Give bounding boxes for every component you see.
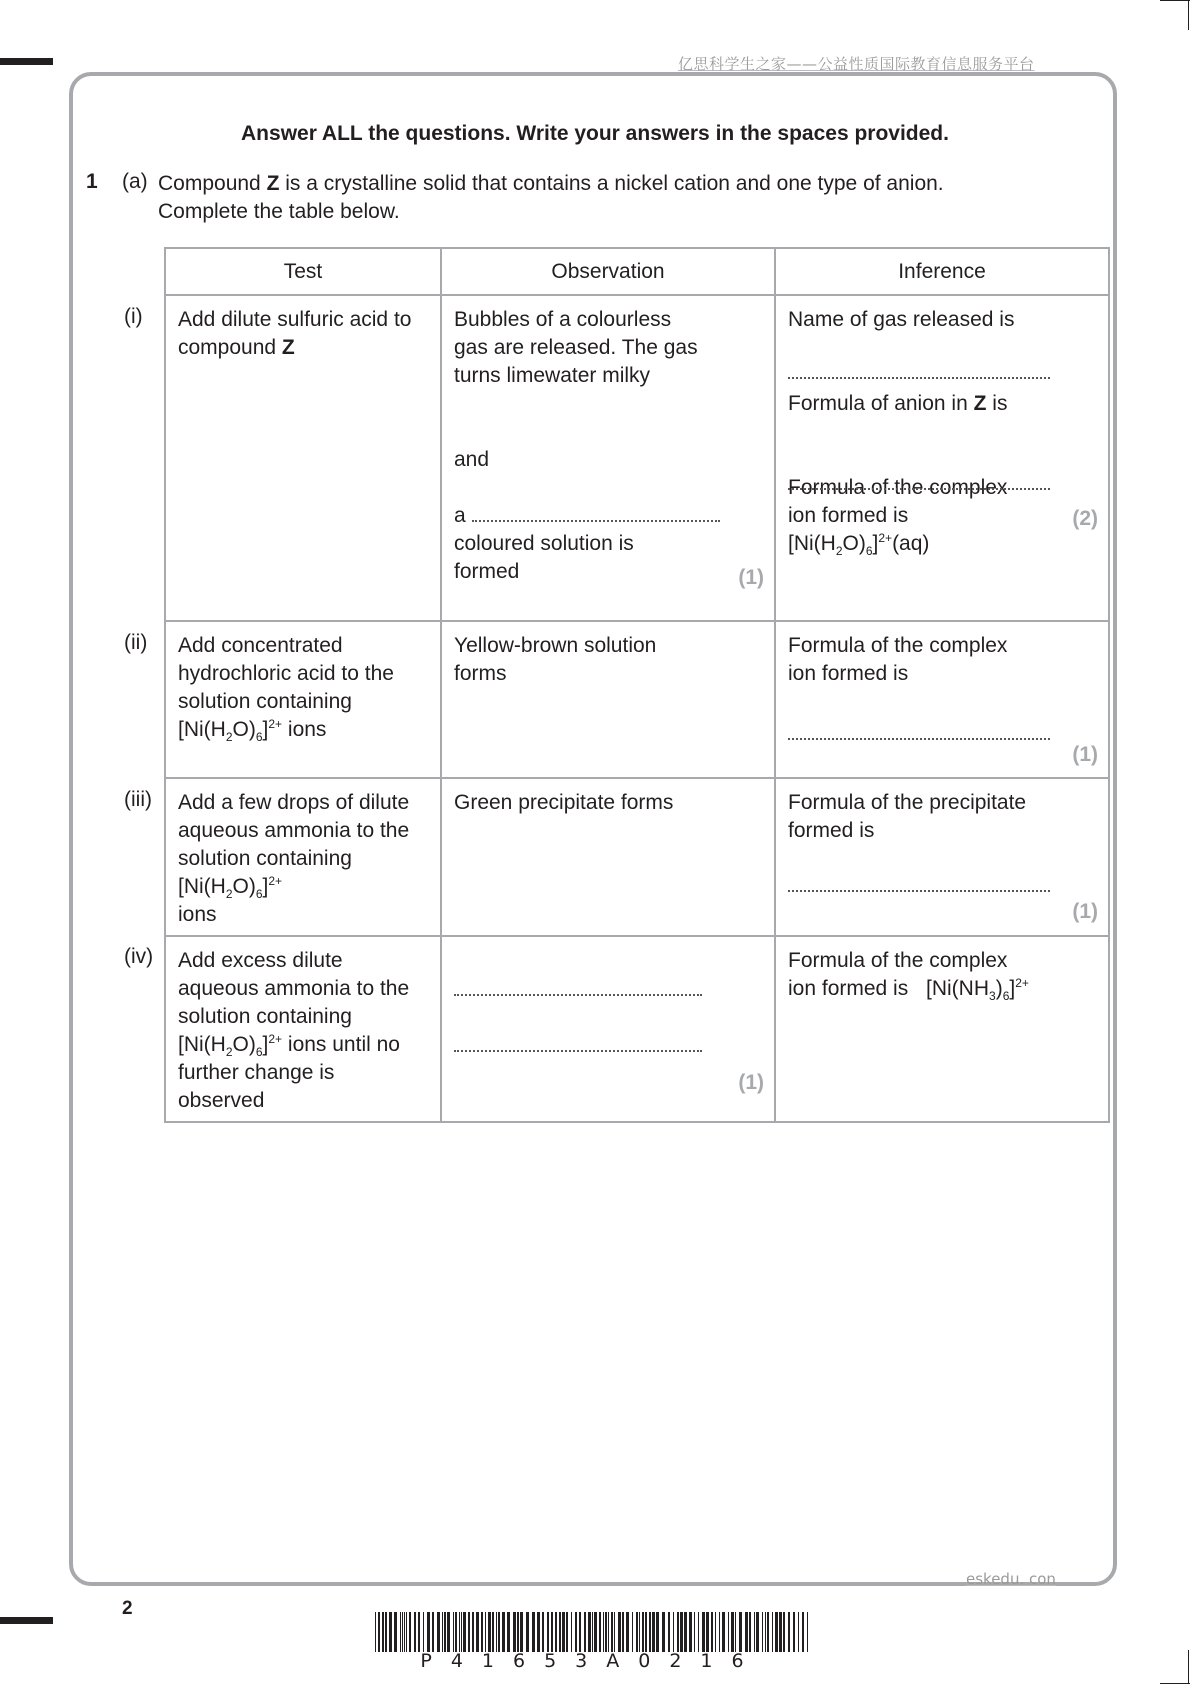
instruction-heading: Answer ALL the questions. Write your answers in the spaces provided. bbox=[241, 122, 949, 145]
barcode-bar bbox=[571, 1612, 572, 1652]
row-label-i: (i) bbox=[124, 305, 143, 328]
table-row bbox=[165, 295, 1109, 621]
barcode-bar bbox=[698, 1612, 699, 1652]
crop-mark bbox=[1160, 0, 1190, 1]
barcode-bar bbox=[461, 1612, 462, 1652]
inference-complex-label: Formula of the complex ion formed is bbox=[788, 476, 1008, 527]
barcode-bar bbox=[719, 1612, 720, 1652]
barcode-bar bbox=[694, 1612, 695, 1652]
test-text: Add dilute sulfuric acid to compound bbox=[178, 308, 412, 359]
barcode-bar bbox=[608, 1612, 609, 1652]
barcode bbox=[375, 1612, 808, 1652]
barcode-bar bbox=[394, 1612, 397, 1652]
barcode-bar bbox=[551, 1612, 553, 1652]
barcode-bar bbox=[594, 1612, 597, 1652]
barcode-bar bbox=[432, 1612, 434, 1652]
barcode-bar bbox=[673, 1612, 674, 1652]
test-formula: $[Ni(H_2O)_6]^{2+}$ ions bbox=[178, 874, 283, 926]
barcode-bar bbox=[592, 1612, 593, 1652]
inference-cell bbox=[775, 621, 1109, 778]
barcode-bar bbox=[547, 1612, 549, 1652]
barcode-bar bbox=[632, 1612, 633, 1652]
complex-formula: $[Ni(H_2O)_6]^{2+}(aq)$ bbox=[788, 531, 930, 558]
barcode-bar bbox=[605, 1612, 607, 1652]
crop-mark bbox=[1188, 0, 1189, 30]
barcode-bar bbox=[584, 1612, 586, 1652]
barcode-bar bbox=[562, 1612, 565, 1652]
barcode-bar bbox=[406, 1612, 407, 1652]
barcode-bar bbox=[423, 1612, 424, 1652]
barcode-bar bbox=[702, 1612, 705, 1652]
answer-blank[interactable] bbox=[788, 488, 1050, 490]
barcode-bar bbox=[807, 1612, 808, 1652]
observation-text: Bubbles of a colourless gas are released. The gas turns limewater milky bbox=[454, 308, 698, 387]
row-label-iii: (iii) bbox=[124, 788, 152, 811]
inference-text: Formula of the complex ion formed is bbox=[788, 634, 1008, 685]
barcode-bar bbox=[611, 1612, 613, 1652]
inference-cell bbox=[775, 778, 1109, 936]
answer-blank[interactable] bbox=[454, 994, 702, 996]
mark-allocation: (1) bbox=[738, 1071, 764, 1094]
barcode-bar bbox=[588, 1612, 591, 1652]
test-cell bbox=[165, 778, 441, 936]
inference-cell bbox=[775, 295, 1109, 621]
results-table bbox=[164, 247, 1110, 1123]
barcode-bar bbox=[442, 1612, 443, 1652]
mark-allocation: (1) bbox=[738, 566, 764, 589]
barcode-bar bbox=[555, 1612, 557, 1652]
barcode-bar bbox=[513, 1612, 516, 1652]
inference-gas-label: Name of gas released is bbox=[788, 308, 1015, 331]
observation-cell bbox=[441, 295, 775, 621]
crop-mark bbox=[0, 58, 53, 65]
barcode-bar bbox=[765, 1612, 766, 1652]
barcode-bar bbox=[618, 1612, 621, 1652]
barcode-bar bbox=[389, 1612, 392, 1652]
compound-label: Z bbox=[281, 336, 295, 359]
observation-text-after: coloured solution is formed bbox=[454, 532, 634, 583]
barcode-bar bbox=[532, 1612, 535, 1652]
table-row bbox=[165, 778, 1109, 936]
observation-a-prefix: a bbox=[454, 504, 466, 527]
anion-label-text: Formula of anion in bbox=[788, 392, 974, 415]
barcode-bar bbox=[668, 1612, 670, 1652]
barcode-bar bbox=[485, 1612, 486, 1652]
barcode-bar bbox=[542, 1612, 544, 1652]
barcode-bar bbox=[402, 1612, 403, 1652]
barcode-bar bbox=[798, 1612, 799, 1652]
answer-blank[interactable] bbox=[788, 738, 1050, 740]
barcode-bar bbox=[756, 1612, 759, 1652]
barcode-bar bbox=[715, 1612, 716, 1652]
table-row bbox=[165, 936, 1109, 1122]
barcode-bar bbox=[599, 1612, 601, 1652]
barcode-bar bbox=[492, 1612, 494, 1652]
barcode-bar bbox=[502, 1612, 505, 1652]
test-formula: $[Ni(H_2O)_6]^{2+}$ ions until no further change is observed bbox=[178, 1032, 400, 1112]
header-inference: Inference bbox=[775, 248, 1109, 295]
barcode-bar bbox=[645, 1612, 647, 1652]
barcode-bar bbox=[622, 1612, 624, 1652]
barcode-bar bbox=[767, 1612, 769, 1652]
header-observation: Observation bbox=[441, 248, 775, 295]
barcode-bar bbox=[537, 1612, 540, 1652]
test-text: Add a few drops of dilute aqueous ammonia to the solution containing bbox=[178, 791, 410, 870]
barcode-bar bbox=[639, 1612, 640, 1652]
test-cell bbox=[165, 936, 441, 1122]
barcode-bar bbox=[447, 1612, 450, 1652]
barcode-bar bbox=[382, 1612, 384, 1652]
barcode-bar bbox=[385, 1612, 387, 1652]
barcode-bar bbox=[689, 1612, 692, 1652]
watermark-top: 亿思科学生之家——公益性质国际教育信息服务平台 bbox=[678, 55, 1035, 73]
barcode-bar bbox=[559, 1612, 561, 1652]
answer-blank[interactable] bbox=[788, 890, 1050, 892]
test-formula: $[Ni(H_2O)_6]^{2+}$ ions bbox=[178, 717, 327, 744]
barcode-bar bbox=[722, 1612, 725, 1652]
barcode-bar bbox=[414, 1612, 416, 1652]
table-row bbox=[165, 621, 1109, 778]
barcode-bar bbox=[711, 1612, 713, 1652]
barcode-text: P41653A0216 bbox=[420, 1650, 763, 1672]
crop-mark bbox=[0, 1617, 53, 1624]
barcode-bar bbox=[603, 1612, 604, 1652]
barcode-bar bbox=[409, 1612, 411, 1652]
observation-cell bbox=[441, 621, 775, 778]
question-text-end: is a crystalline solid that contains a nickel cation and one type of anion. Complete the table below. bbox=[158, 172, 944, 223]
barcode-bar bbox=[507, 1612, 510, 1652]
test-text: Add concentrated hydrochloric acid to the solution containing bbox=[178, 634, 394, 713]
barcode-bar bbox=[427, 1612, 430, 1652]
barcode-bar bbox=[375, 1612, 376, 1652]
barcode-bar bbox=[642, 1612, 644, 1652]
barcode-bar bbox=[566, 1612, 568, 1652]
barcode-bar bbox=[754, 1612, 755, 1652]
observation-cell bbox=[441, 778, 775, 936]
question-part: (a) bbox=[122, 170, 148, 193]
barcode-bar bbox=[772, 1612, 773, 1652]
mark-allocation: (1) bbox=[1072, 900, 1098, 923]
barcode-bar bbox=[520, 1612, 523, 1652]
anion-label-text-end: is bbox=[986, 392, 1008, 415]
mark-allocation: (1) bbox=[1072, 743, 1098, 766]
barcode-bar bbox=[463, 1612, 466, 1652]
barcode-bar bbox=[783, 1612, 785, 1652]
test-cell bbox=[165, 295, 441, 621]
barcode-bar bbox=[481, 1612, 483, 1652]
barcode-bar bbox=[779, 1612, 782, 1652]
inference-anion-label bbox=[788, 390, 1096, 418]
barcode-bar bbox=[652, 1612, 655, 1652]
inference-text: Formula of the precipitate formed is bbox=[788, 791, 1027, 842]
crop-mark bbox=[1188, 1650, 1189, 1684]
barcode-bar bbox=[684, 1612, 687, 1652]
barcode-bar bbox=[404, 1612, 405, 1652]
observation-cell bbox=[441, 936, 775, 1122]
barcode-bar bbox=[739, 1612, 742, 1652]
barcode-bar bbox=[400, 1612, 401, 1652]
observation-text: Yellow-brown solution forms bbox=[454, 634, 657, 685]
answer-blank[interactable] bbox=[472, 519, 720, 522]
barcode-bar bbox=[662, 1612, 665, 1652]
barcode-bar bbox=[575, 1612, 577, 1652]
barcode-bar bbox=[649, 1612, 651, 1652]
barcode-bar bbox=[677, 1612, 679, 1652]
barcode-bar bbox=[488, 1612, 491, 1652]
test-text: Add excess dilute aqueous ammonia to the solution containing bbox=[178, 949, 410, 1028]
question-text-start: Compound bbox=[158, 172, 267, 195]
inference-text: Formula of the complex ion formed is bbox=[788, 949, 1008, 1000]
barcode-bar bbox=[728, 1612, 729, 1652]
barcode-bar bbox=[459, 1612, 460, 1652]
barcode-bar bbox=[656, 1612, 659, 1652]
compound-label: Z bbox=[973, 392, 987, 415]
barcode-bar bbox=[749, 1612, 751, 1652]
barcode-bar bbox=[468, 1612, 470, 1652]
barcode-bar bbox=[680, 1612, 683, 1652]
barcode-bar bbox=[496, 1612, 497, 1652]
barcode-bar bbox=[517, 1612, 519, 1652]
barcode-bar bbox=[626, 1612, 629, 1652]
watermark-bottom: eskedu. con bbox=[966, 1570, 1056, 1588]
compound-label: Z bbox=[266, 172, 280, 195]
observation-and: and bbox=[454, 448, 490, 471]
barcode-bar bbox=[762, 1612, 763, 1652]
question-number: 1 bbox=[86, 170, 98, 193]
barcode-bar bbox=[636, 1612, 638, 1652]
page-number: 2 bbox=[122, 1598, 133, 1619]
barcode-bar bbox=[455, 1612, 457, 1652]
barcode-bar bbox=[802, 1612, 804, 1652]
barcode-bar bbox=[498, 1612, 500, 1652]
complex-formula: $[Ni(NH_3)_6]^{2+}$ bbox=[926, 976, 1029, 1003]
observation-blank-line bbox=[454, 502, 762, 530]
barcode-bar bbox=[472, 1612, 474, 1652]
barcode-bar bbox=[775, 1612, 778, 1652]
row-label-ii: (ii) bbox=[124, 631, 148, 654]
barcode-bar bbox=[476, 1612, 479, 1652]
inference-cell bbox=[775, 936, 1109, 1122]
barcode-bar bbox=[706, 1612, 709, 1652]
barcode-bar bbox=[735, 1612, 736, 1652]
barcode-bar bbox=[444, 1612, 446, 1652]
barcode-bar bbox=[614, 1612, 615, 1652]
barcode-bar bbox=[579, 1612, 581, 1652]
answer-blank[interactable] bbox=[454, 1050, 702, 1052]
barcode-bar bbox=[453, 1612, 454, 1652]
barcode-bar bbox=[526, 1612, 529, 1652]
barcode-bar bbox=[437, 1612, 440, 1652]
observation-text: Green precipitate forms bbox=[454, 791, 674, 814]
answer-blank[interactable] bbox=[788, 377, 1050, 379]
barcode-bar bbox=[731, 1612, 734, 1652]
header-test: Test bbox=[165, 248, 441, 295]
barcode-bar bbox=[745, 1612, 748, 1652]
test-cell bbox=[165, 621, 441, 778]
row-label-iv: (iv) bbox=[124, 945, 154, 968]
barcode-bar bbox=[788, 1612, 790, 1652]
mark-allocation: (2) bbox=[1072, 507, 1098, 530]
barcode-bar bbox=[378, 1612, 380, 1652]
question-text bbox=[158, 170, 978, 226]
table-header-row bbox=[165, 248, 1109, 295]
barcode-bar bbox=[418, 1612, 420, 1652]
barcode-bar bbox=[793, 1612, 795, 1652]
